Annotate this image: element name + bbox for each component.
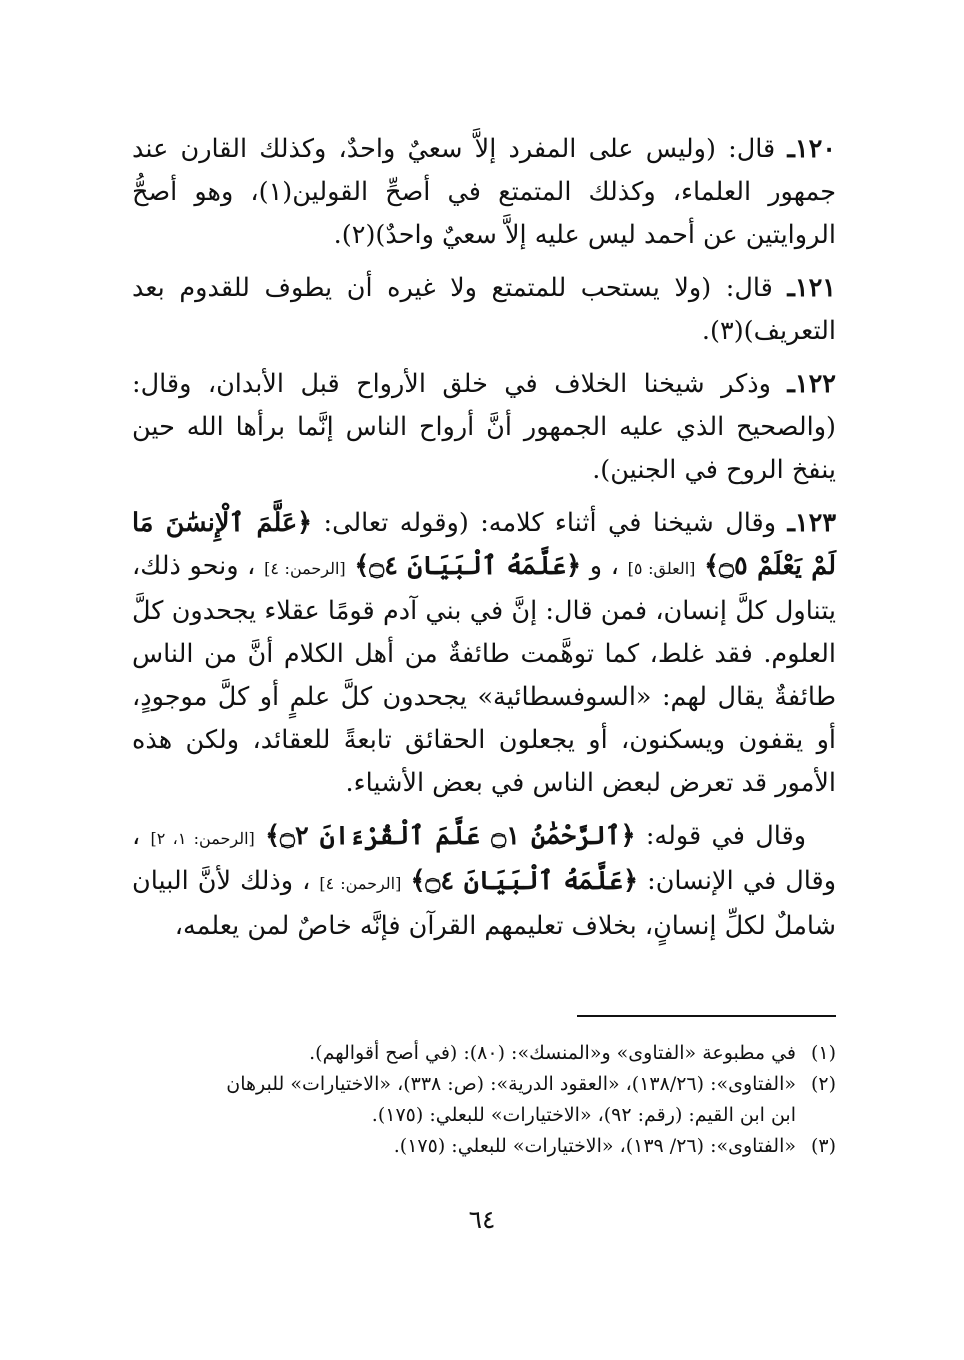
paragraph-continuation [132,815,836,948]
paragraph-number: ١٢٠ـ [787,134,836,164]
paragraph-122 [132,363,836,492]
footnote-text: في مطبوعة «الفتاوى» و«المنسك»: (٨٠): (في أصح أقوالهم). [309,1042,796,1064]
verse-reference: [الرحمن: ٤] [319,874,402,893]
paragraph-text: قال: (ولا يستحب للمتمتع ولا غيره أن يطوف للقدوم بعد التعريف)(٣). [132,273,836,346]
quran-verse: ﴿عَلَّمَ ٱلْإِنسَٰنَ مَا لَمْ يَعْلَمْ ۝٥﴾ [132,508,837,581]
quran-verse: ﴿ٱلرَّحْمَٰنُ ۝١ عَلَّمَ ٱلْقُرْءَانَ ۝٢﴾ [265,821,636,851]
paragraph-text: وقال في قوله: [635,821,807,851]
footnote-divider [577,1015,836,1017]
paragraph-text: ، وقال في الإنسان: [132,821,837,896]
footnote-number: (١) [810,1042,836,1064]
paragraph-120 [132,128,836,257]
footnote-2-continuation: ابن ابن القيم: (رقم: ٩٢)، «الاختيارات» للبعلي: (١٧٥). [371,1104,796,1126]
paragraph-text: وقال شيخنا في أثناء كلامه: (وقوله تعالى: [312,508,777,538]
paragraph-text: قال: (وليس على المفرد إلاَّ سعيٌ واحدٌ، وكذلك القارن عند جمهور العلماء، وكذلك المتمتع في أصحِّ القولين(١)، وهو أصحُّ الروايتين عن أحمد ليس عليه إلاَّ سعيٌ واحدٌ)(٢). [132,134,836,250]
paragraph-121 [132,267,836,353]
paragraph-text: وذكر شيخنا الخلاف في خلق الأرواح قبل الأبدان، وقال: (والصحيح الذي عليه الجمهور أنَّ أرواح الناس إنَّما برأها الله حين ينفخ الروح في الجنين). [132,369,836,485]
quran-verse: ﴿عَلَّمَهُ ٱلْبَيَانَ ۝٤﴾ [410,866,639,896]
verse-reference: [الرحمن: ١، ٢] [150,829,255,848]
paragraph-text: ، ونحو ذلك، يتناول كلَّ إنسان، فمن قال: إنَّ في بني آدم قومًا عقلاء يجحدون كلَّ العلوم. فقد غلط، كما توهَّمت طائفةٌ من أهل الكلام أنَّ من الناس طائفةٌ يقال لهم: «السوفسطائية» يجحدون كلَّ علمٍ أو كلَّ موجودٍ، أو يقفون ويسكنون، أو يجعلون الحقائق تابعةً للعقائد، ولكن هذه الأمور قد تعرض لبعض الناس في بعض الأشياء. [132,551,836,798]
footnotes [132,1038,836,1162]
paragraph-number: ١٢١ـ [787,273,836,303]
main-text [132,128,836,958]
quran-verse: ﴿عَلَّمَهُ ٱلْبَيَانَ ۝٤﴾ [354,551,582,581]
paragraph-text: ، و [589,551,619,581]
footnote-3 [132,1131,836,1162]
footnote-text: «الفتاوى»: (٢٦/ ١٣٩)، «الاختيارات» للبعلي: (١٧٥). [393,1135,796,1157]
footnote-number: (٢) [810,1073,836,1095]
page-number: ٦٤ [468,1205,496,1234]
paragraph-number: ١٢٢ـ [787,369,836,399]
footnote-1 [132,1038,836,1069]
paragraph-123 [132,502,836,805]
footnote-number: (٣) [810,1135,836,1157]
paragraph-text: ، وذلك لأنَّ البيان شاملٌ لكلِّ إنسانٍ، بخلاف تعليمهم القرآن فإنَّه خاصٌ لمن يعلمه، [132,866,836,941]
footnote-text: «الفتاوى»: (١٣٨/٢٦)، «العقود الدرية»: (ص: ٣٣٨)، «الاختيارات» للبرهان [226,1073,796,1095]
paragraph-number: ١٢٣ـ [787,508,837,538]
verse-reference: [الرحمن: ٤] [264,559,346,578]
verse-reference: [العلق: ٥] [627,559,696,578]
footnote-2 [132,1069,836,1100]
